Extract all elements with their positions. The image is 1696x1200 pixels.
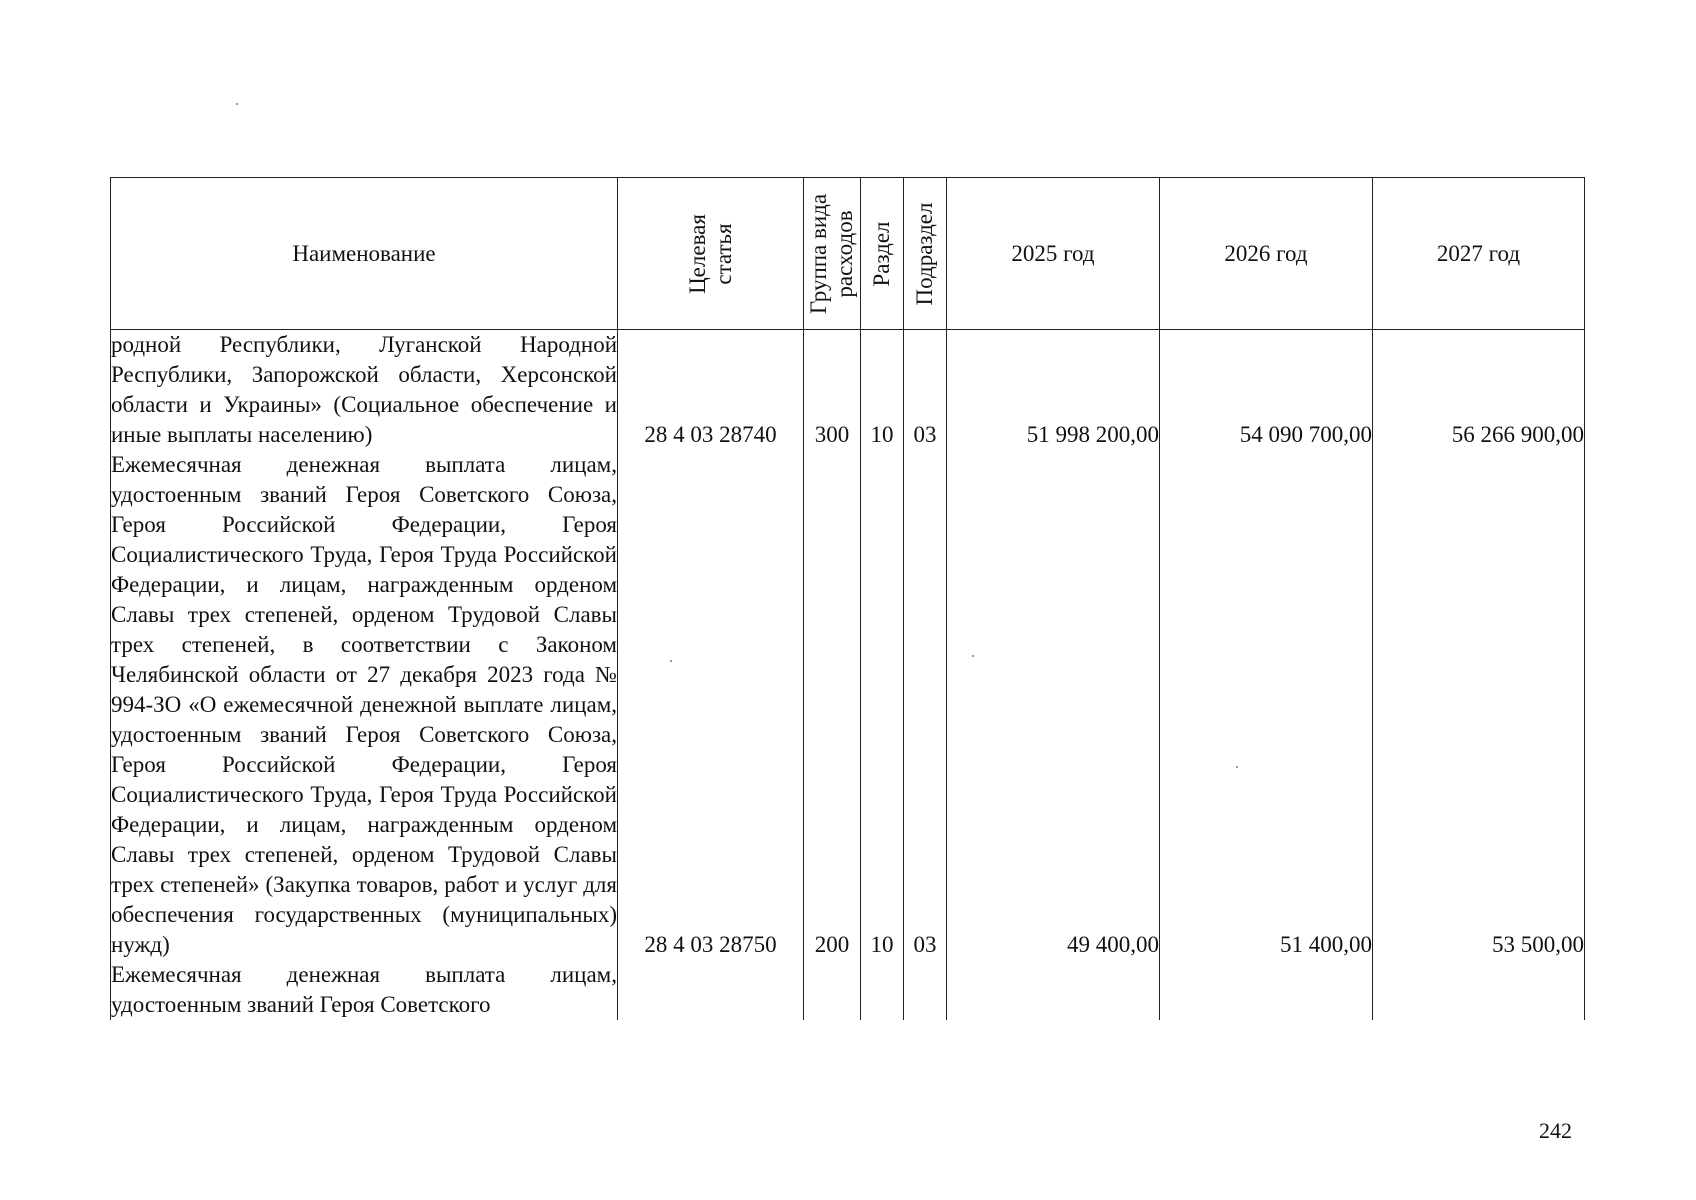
header-name: Наименование [111, 178, 618, 330]
scan-speck [670, 660, 672, 662]
table-row [111, 330, 1585, 451]
scan-speck [972, 655, 974, 657]
header-year-2027: 2027 год [1373, 178, 1585, 330]
header-target-article: Целевая статья [618, 178, 804, 330]
row-2027 [1373, 960, 1585, 1020]
table-row [111, 960, 1585, 1020]
row-section: 10 [861, 450, 904, 960]
header-expense-group: Группа вида расходов [804, 178, 861, 330]
row-name: родной Республики, Луганской Народной Республики, Запорожской области, Херсонской области и Украины» (Социальное обеспечение и иные выплаты населению) [111, 330, 618, 451]
header-year-2026: 2026 год [1160, 178, 1373, 330]
table-body [111, 330, 1585, 1021]
row-subsection [904, 960, 947, 1020]
row-name: Ежемесячная денежная выплата лицам, удостоенным званий Героя Советского Союза, Героя Российской Федерации, Героя Социалистического Труда, Героя Труда Российской Федерации, и лицам, награжденным орденом Славы трех степеней, орденом Трудовой Славы трех степеней, в соответствии с Законом Челябинской области от 27 декабря 2023 года № 994-ЗО «О ежемесячной денежной выплате лицам, удостоенным званий Героя Советского Союза, Героя Российской Федерации, Героя Социалистического Труда, Героя Труда Российской Федерации, и лицам, награжденным орденом Славы трех степеней, орденом Трудовой Славы трех степеней» (Закупка товаров, работ и услуг для обеспечения государственных (муниципальных) нужд) [111, 450, 618, 960]
page-number: 242 [1539, 1118, 1572, 1143]
row-code: 28 4 03 28750 [618, 450, 804, 960]
table-header [111, 178, 1585, 330]
row-2027: 56 266 900,00 [1373, 330, 1585, 451]
header-year-2025: 2025 год [947, 178, 1160, 330]
row-group: 300 [804, 330, 861, 451]
table-row [111, 450, 1585, 960]
row-subsection: 03 [904, 450, 947, 960]
header-section: Раздел [861, 178, 904, 330]
row-2026: 54 090 700,00 [1160, 330, 1373, 451]
row-2026: 51 400,00 [1160, 450, 1373, 960]
row-group [804, 960, 861, 1020]
row-2025: 49 400,00 [947, 450, 1160, 960]
row-2027: 53 500,00 [1373, 450, 1585, 960]
row-code: 28 4 03 28740 [618, 330, 804, 451]
scan-speck [236, 103, 238, 105]
row-2025 [947, 960, 1160, 1020]
row-code [618, 960, 804, 1020]
budget-table [110, 177, 1585, 1020]
scan-speck [1236, 766, 1238, 768]
row-group: 200 [804, 450, 861, 960]
row-2025: 51 998 200,00 [947, 330, 1160, 451]
row-subsection: 03 [904, 330, 947, 451]
row-section [861, 960, 904, 1020]
row-name: Ежемесячная денежная выплата лицам, удостоенным званий Героя Советского [111, 960, 618, 1020]
row-section: 10 [861, 330, 904, 451]
row-2026 [1160, 960, 1373, 1020]
header-subsection: Подраздел [904, 178, 947, 330]
